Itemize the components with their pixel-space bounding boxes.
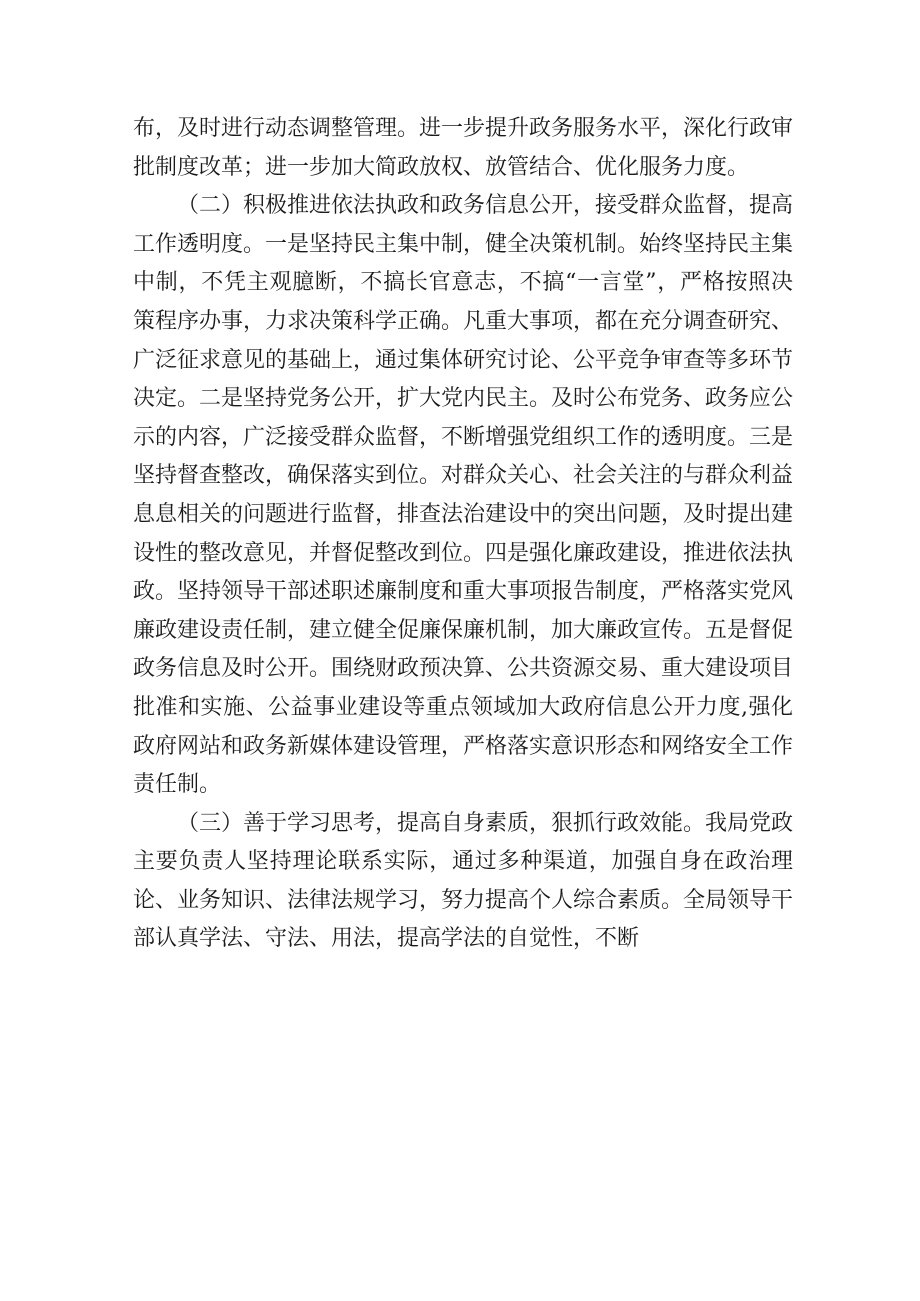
paragraph-section-two: （二）积极推进依法执政和政务信息公开，接受群众监督，提高工作透明度。一是坚持民主集中制，健全决策机制。始终坚持民主集中制，不凭主观臆断，不搞长官意志，不搞“一言堂”，严格按照决策程序办事，力求决策科学正确。凡重大事项，都在充分调查研究、广泛征求意见的基础上，通过集体研究讨论、公平竞争审查等多环节决定。二是坚持党务公开，扩大党内民主。及时公布党务、政务应公示的内容，广泛接受群众监督，不断增强党组织工作的透明度。三是坚持督查整改，确保落实到位。对群众关心、社会关注的与群众利益息息相关的问题进行监督，排查法治建设中的突出问题，及时提出建设性的整改意见，并督促整改到位。四是强化廉政建设，推进依法执政。坚持领导干部述职述廉制度和重大事项报告制度，严格落实党风廉政建设责任制，建立健全促廉保廉机制，加大廉政宣传。五是督促政务信息及时公开。围绕财政预决算、公共资源交易、重大建设项目批准和实施、公益事业建设等重点领域加大政府信息公开力度,强化政府网站和政务新媒体建设管理，严格落实意识形态和网络安全工作责任制。 [133,193,794,798]
document-body [133,110,793,959]
paragraph-section-three: （三）善于学习思考，提高自身素质，狠抓行政效能。我局党政主要负责人坚持理论联系实际，通过多种渠道，加强自身在政治理论、业务知识、法律法规学习，努力提高个人综合素质。全局领导干部认真学法、守法、用法，提高学法的自觉性，不断 [133,810,794,952]
paragraph-continuation: 布，及时进行动态调整管理。进一步提升政务服务水平，深化行政审批制度改革；进一步加大简政放权、放管结合、优化服务力度。 [133,116,794,180]
